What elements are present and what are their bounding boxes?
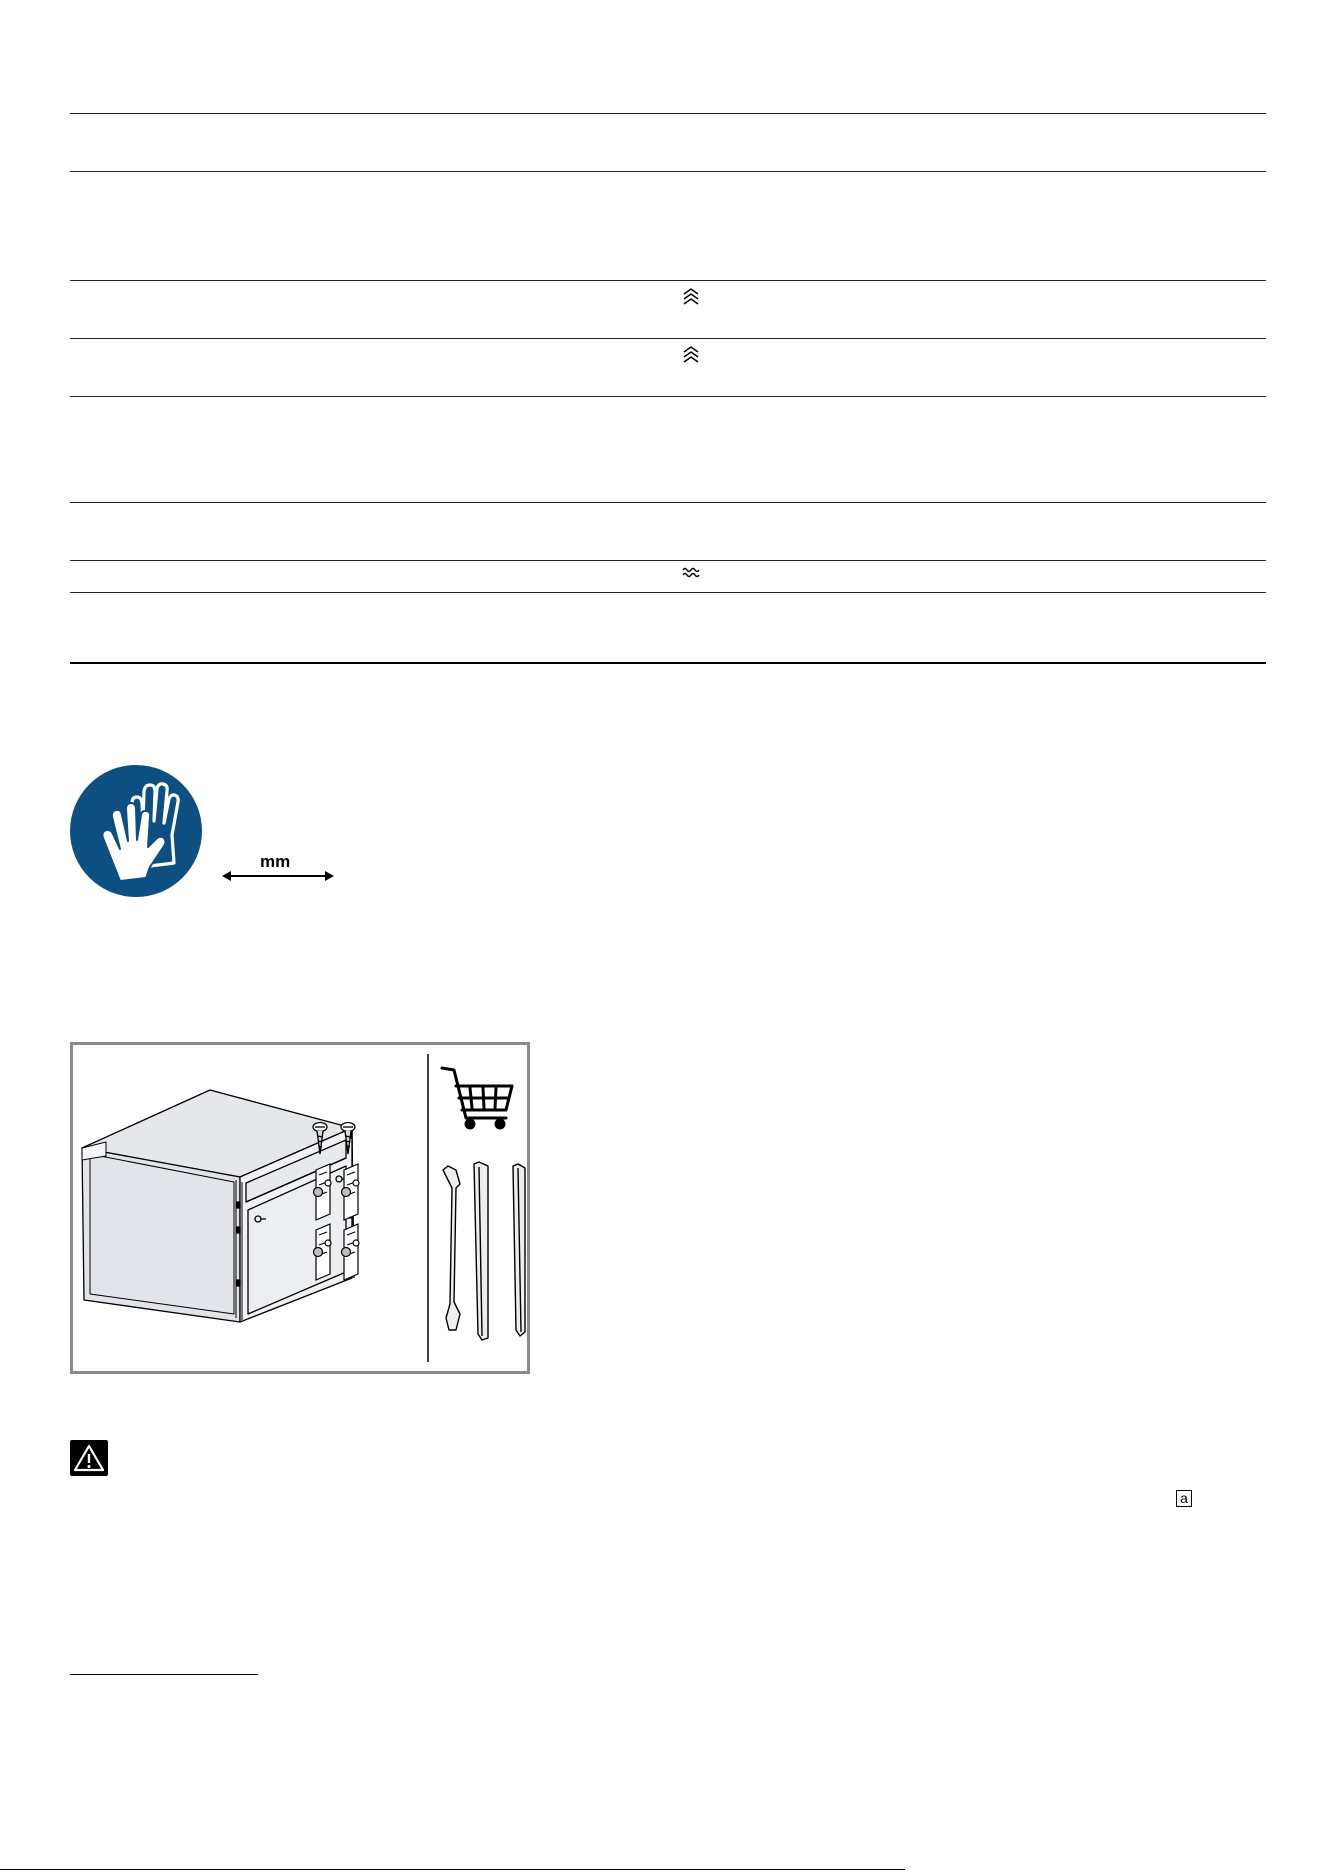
mounting-bracket-icon [342, 1224, 360, 1280]
reference-marker: a [1176, 1490, 1192, 1507]
protective-gloves-icon [70, 765, 202, 897]
double-chevron-up-icon [682, 345, 700, 363]
table-row-divider [70, 338, 1266, 339]
table-row-divider [70, 560, 1266, 561]
footnote-rule [70, 1674, 258, 1675]
table-row-divider [70, 280, 1266, 281]
double-arrow-icon [222, 852, 334, 888]
mounting-bracket-icon [314, 1164, 332, 1220]
product-contents-figure [70, 1042, 530, 1374]
wave-lines-icon [682, 566, 700, 584]
table-top-rule [70, 113, 1266, 114]
table-row-divider [70, 171, 1266, 172]
dimension-unit-label: mm [260, 852, 291, 871]
mounting-bracket-icon [342, 1164, 360, 1220]
table-bottom-rule [70, 662, 1266, 664]
page-bottom-rule [0, 1869, 905, 1870]
double-chevron-up-icon [682, 287, 700, 305]
table-row-divider [70, 396, 1266, 397]
table-row-divider [70, 502, 1266, 503]
table-row-divider [70, 592, 1266, 593]
mounting-bracket-icon [314, 1224, 332, 1280]
warning-triangle-icon [70, 1440, 108, 1476]
